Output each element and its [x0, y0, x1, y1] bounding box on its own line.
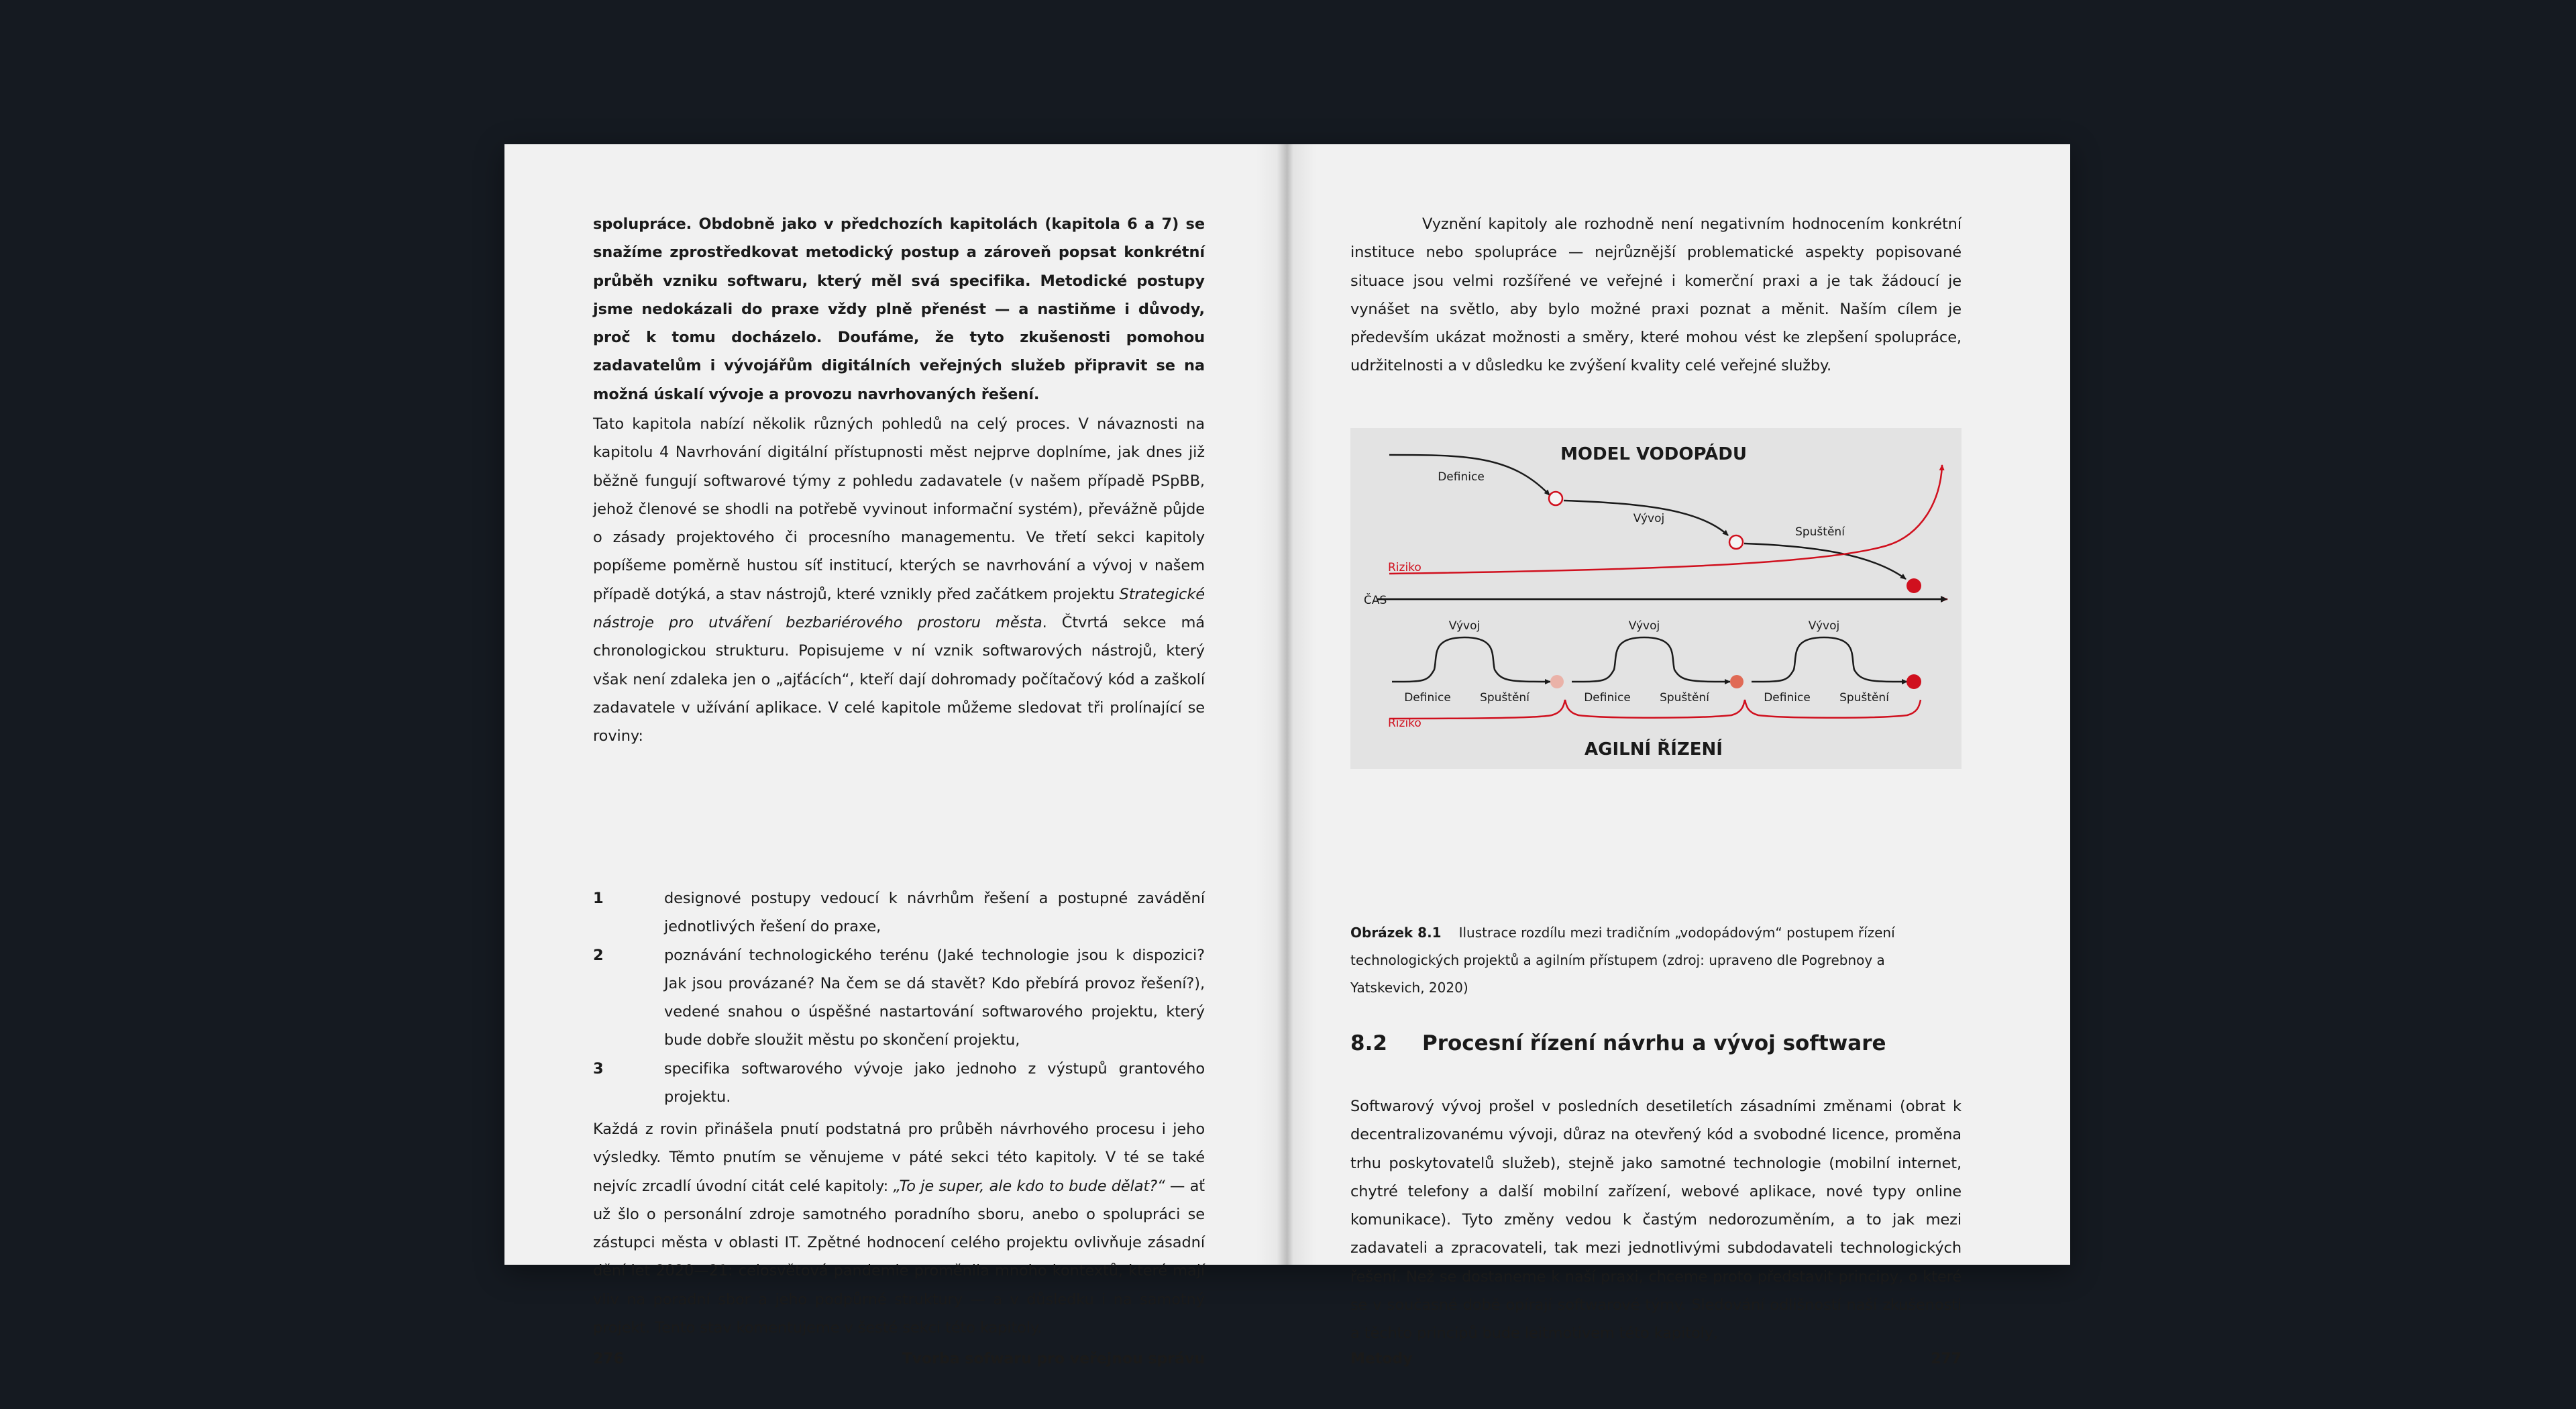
section-title: Procesní řízení návrhu a vývoj software: [1422, 1031, 1886, 1055]
label-definice: Definice: [1438, 470, 1485, 484]
time-axis-arrowhead: [1941, 596, 1947, 603]
caption-label: Obrázek 8.1: [1350, 925, 1442, 941]
agile-loop-3: [1752, 637, 1907, 682]
page-number: 276: [593, 1351, 624, 1367]
numbered-list: [593, 884, 1205, 1111]
body-paragraph: Vyznění kapitoly ale rozhodně není negativním hodnocením konkrétní instituce nebo spolupráce — nejrůznější problematické aspekty popisované situace jsou velmi rozšířené ve veřejné i komerční praxi a je tak žádoucí je vynášet na světlo, aby bylo možné praxi poznat a měnit. Naším cílem je především ukázat možnosti a směry, které mohou vést ke zlepšení spolupráce, udržitelnosti a v důsledku ke zvýšení kvality celé veřejné služby.: [1350, 215, 1962, 375]
agile-label-spusteni-1: Spuštění: [1480, 691, 1529, 704]
body-paragraph: Softwarový vývoj prošel v posledních desetiletích zásadními změnami (obrat k decentralizovanému vývoji, důraz na otevřený kód a svobodné licence, proměna trhu poskytovatelů služeb), stejně jako samotné technologie (mobilní internet, chytré telefony a další mobilní zařízení, webové aplikace, nové typy online komunikace). Tyto změny vedou k častým nedorozuměním, a to jak mezi zadavateli a zpracovateli, tak mezi jednotlivými subdodavateli technologických řešení. Než se dostaneme k naší praxi, chceme proto představit principy, o které se v současné době opírají softwarové týmy. Sledování odlišností naší zkušenosti a těchto principů bude leitmotivem této kapitoly,: [1350, 1098, 1962, 1343]
list-item: [593, 1055, 1205, 1112]
book-spread: [504, 144, 2070, 1367]
page-number: 277: [1931, 1351, 1962, 1367]
risk-label-top: Riziko: [1388, 561, 1421, 574]
agile-loop-2: [1572, 637, 1730, 682]
waterfall-milestone-2: [1729, 535, 1743, 549]
right-page: [1289, 144, 2070, 1367]
section-number: 8.2: [1350, 1031, 1387, 1055]
left-page: [504, 144, 1289, 1367]
body-paragraph: Tato kapitola nabízí několik různých pohledů na celý proces. V návaznosti na kapitolu 4 Navrhování digitální přístupnosti měst nejprve doplníme, jak dnes již běžně fungují softwarové týmy z pohledu zadavatele (v našem případě PSpBB, jehož členové se shodli na potřebě vyvinout informační systém), převážně půjde o zásady projektového či procesního managementu. Ve třetí sekci kapitoly popíšeme poměrně hustou síť institucí, kterých se navrhování a vývoj v našem případě dotýká, a stav nástrojů, které vznikly před začátkem projektu Strategické nástroje pro utváření bezbariérového prostoru města. Čtvrtá sekce má chronologickou strukturu. Popisujeme v ní vznik softwarových nástrojů, který však není zdaleka jen o „ajťácích“, kteří dají dohromady počítačový kód a zaškolí zadavatele v užívání aplikace. V celé kapitole můžeme sledovat tři prolínající se roviny:: [593, 415, 1205, 745]
waterfall-agile-diagram: [1350, 428, 1962, 769]
running-title: Tvorba sofwaru pro veřejnou správu: [902, 1351, 1205, 1367]
agile-label-spusteni-2: Spuštění: [1660, 691, 1709, 704]
agile-label-vyvoj-3: Vývoj: [1808, 619, 1840, 633]
figure-caption: [1350, 919, 1962, 1002]
list-item: [593, 884, 1205, 941]
agile-milestone-1: [1550, 675, 1564, 688]
body-paragraph: Každá z rovin přinášela pnutí podstatná pro průběh návrhového procesu i jeho výsledky. Těmto pnutím se věnujeme v páté sekci této kapitoly. V té se také nejvíc zrcadlí úvodní citát celé kapitoly: „To je super, ale kdo to bude dělat?“ — ať už šlo o personální zdroje samotného poradního sboru, anebo o spolupráci se zástupci města v oblasti IT. Zpětné hodnocení celého projektu ovlivňuje zásadní dění let 2020—21: celosvětová pandemie proměnila mnoho kontextů, které mají vliv na poradní sbor a jeho podpůrné struktury — a v důsledku i na samotný projekt. Tento stav komentujeme v šesté sekci této kapitoly.: [593, 1120, 1205, 1337]
time-axis-label: ČAS: [1364, 594, 1387, 607]
running-title: Metody: [1350, 1351, 1413, 1367]
lead-paragraph: spolupráce. Obdobně jako v předchozích kapitolách (kapitola 6 a 7) se snažíme zprostředkovat metodický postup a zároveň popsat konkrétní průběh vzniku softwaru, který měl svá specifika. Metodické postupy jsme nedokázali do praxe vždy plně přenést — a nastiňme i důvody, proč k tomu docházelo. Doufáme, že tyto zkušenosti pomohou zadavatelům i vývojářům digitálních veřejných služeb připravit se na možná úskalí vývoje a provozu navrhovaných řešení.: [593, 215, 1205, 403]
waterfall-milestone-3: [1907, 578, 1921, 593]
agile-milestone-3: [1907, 674, 1921, 689]
agile-label-spusteni-3: Spuštění: [1839, 691, 1889, 704]
agile-label-vyvoj-1: Vývoj: [1448, 619, 1481, 633]
agile-milestone-2: [1730, 675, 1743, 688]
waterfall-milestone-1: [1549, 492, 1562, 505]
list-text: specifika softwarového vývoje jako jednoho z výstupů grantového projektu.: [664, 1059, 1205, 1106]
list-text: designové postupy vedoucí k návrhům řešení a postupné zavádění jednotlivých řešení do praxe,: [664, 890, 1205, 936]
agile-label-definice-3: Definice: [1764, 691, 1811, 704]
list-item: [593, 941, 1205, 1055]
list-number: 1: [593, 890, 604, 907]
list-number: 3: [593, 1059, 604, 1078]
agile-label-definice-1: Definice: [1404, 691, 1451, 704]
agile-label-vyvoj-2: Vývoj: [1628, 619, 1660, 633]
agile-title: AGILNÍ ŘÍZENÍ: [1585, 739, 1723, 760]
label-spusteni: Spuštění: [1795, 525, 1845, 539]
figure-diagram: [1350, 428, 1962, 769]
waterfall-title: MODEL VODOPÁDU: [1560, 444, 1747, 464]
label-vyvoj: Vývoj: [1633, 512, 1665, 525]
agile-label-definice-2: Definice: [1584, 691, 1631, 704]
list-text: poznávání technologického terénu (Jaké technologie jsou k dispozici? Jak jsou provázané? Na čem se dá stavět? Kdo přebírá provoz řešení?), vedené snahou o úspěšné nastartování softwarového projektu, který bude dobře sloužit městu po skončení projektu,: [664, 946, 1205, 1049]
agile-loop-1: [1392, 637, 1550, 682]
section-heading: [1350, 1028, 1962, 1059]
risk-label-bottom: Riziko: [1388, 717, 1421, 730]
caption-text: Ilustrace rozdílu mezi tradičním „vodopádovým“ postupem řízení technologických projektů a agilním přístupem (zdroj: upraveno dle Pogrebnoy a Yatskevich, 2020): [1350, 925, 1895, 996]
list-number: 2: [593, 946, 604, 964]
